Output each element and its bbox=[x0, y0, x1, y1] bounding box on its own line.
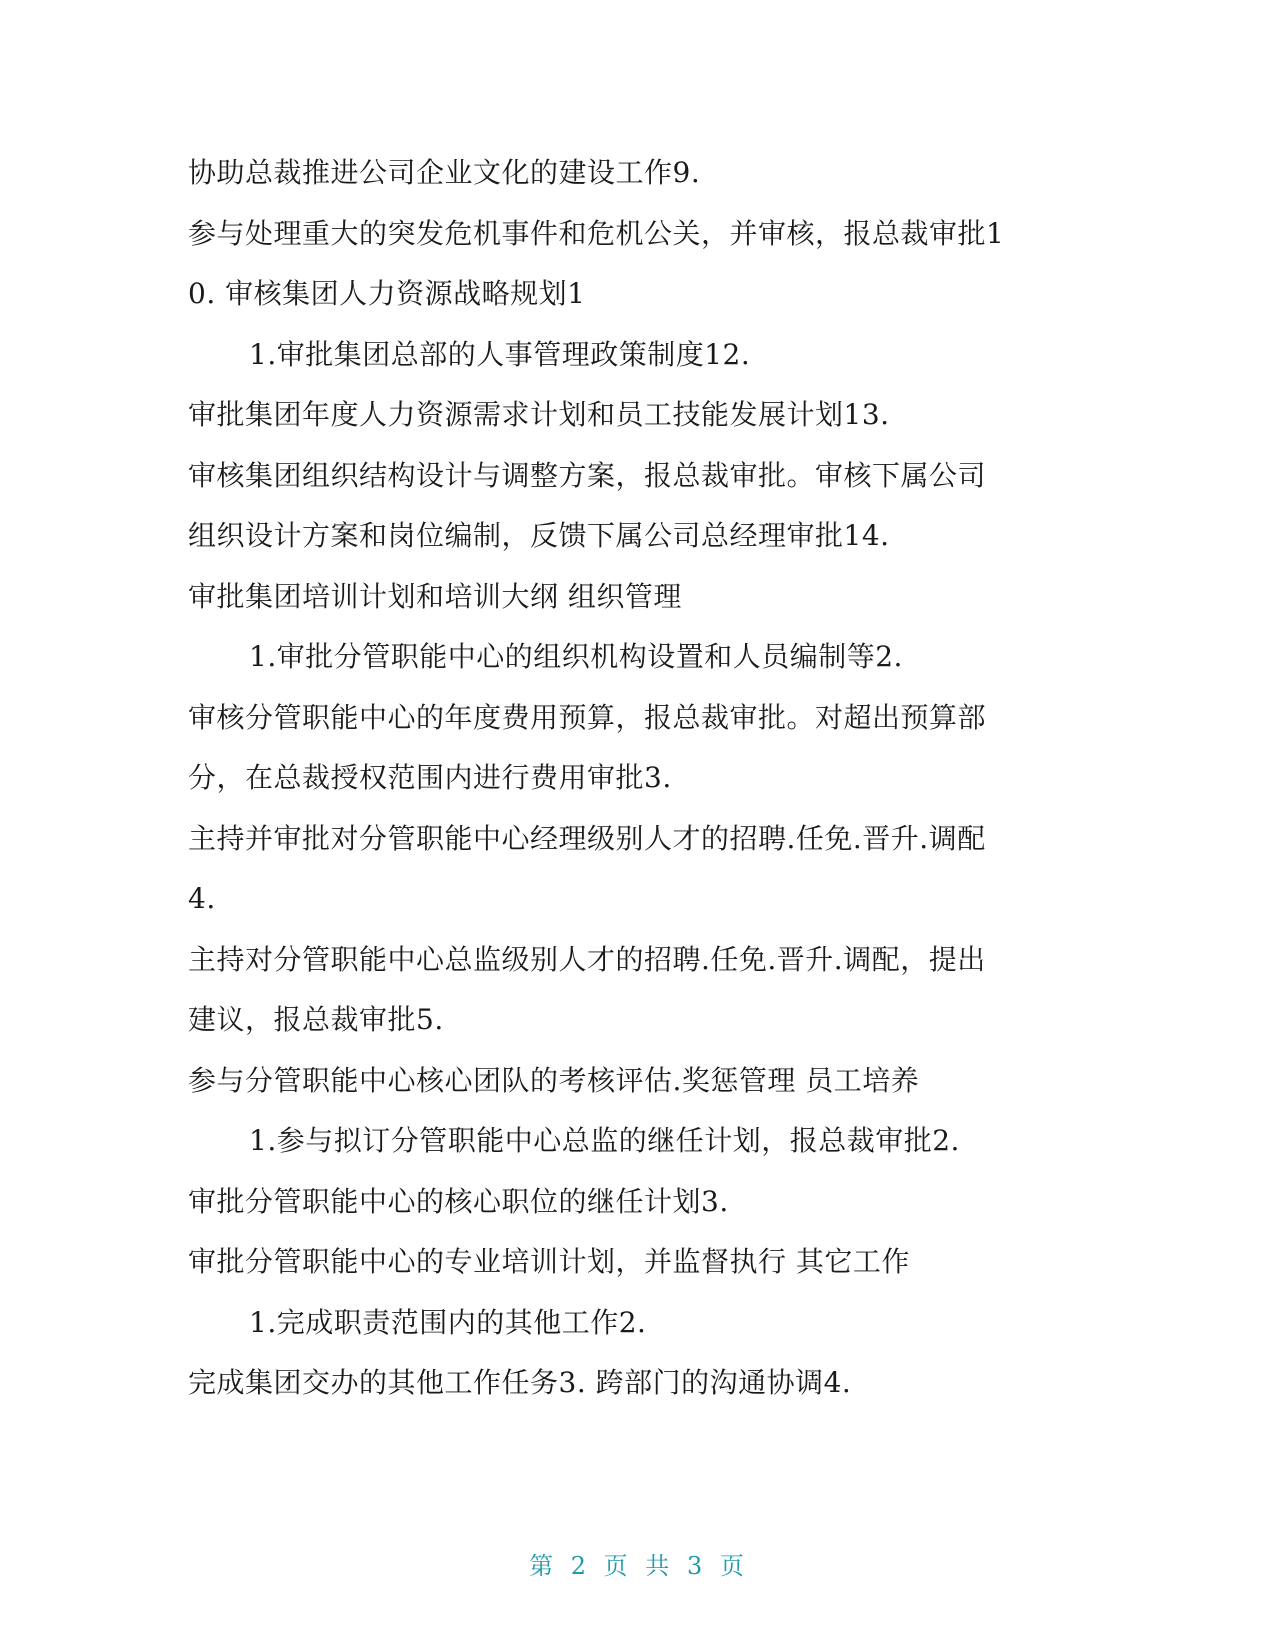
document-line: 4. bbox=[188, 882, 216, 915]
document-line: 建议，报总裁审批5. bbox=[188, 1003, 444, 1036]
document-line: 1.审批集团总部的人事管理政策制度12. bbox=[249, 337, 751, 371]
document-body bbox=[188, 143, 1088, 1414]
document-line: 完成集团交办的其他工作任务3. 跨部门的沟通协调4. bbox=[188, 1366, 852, 1399]
document-line: 参与分管职能中心核心团队的考核评估.奖惩管理 员工培养 bbox=[188, 1063, 920, 1097]
document-line: 审核分管职能中心的年度费用预算，报总裁审批。对超出预算部 bbox=[188, 700, 987, 734]
document-line: 审批分管职能中心的核心职位的继任计划3. bbox=[188, 1184, 729, 1218]
document-line: 审批分管职能中心的专业培训计划，并监督执行 其它工作 bbox=[188, 1245, 910, 1278]
document-line: 1.完成职责范围内的其他工作2. bbox=[249, 1305, 647, 1339]
page-footer: 第 2 页 共 3 页 bbox=[529, 1552, 746, 1580]
document-line: 1.参与拟订分管职能中心总监的继任计划，报总裁审批2. bbox=[249, 1124, 960, 1157]
document-line: 组织设计方案和岗位编制，反馈下属公司总经理审批14. bbox=[188, 519, 890, 552]
document-line: 审批集团年度人力资源需求计划和员工技能发展计划13. bbox=[188, 398, 890, 431]
document-line: 协助总裁推进公司企业文化的建设工作9. bbox=[188, 156, 701, 189]
document-line: 审批集团培训计划和培训大纲 组织管理 bbox=[188, 579, 682, 613]
document-line: 参与处理重大的突发危机事件和危机公关，并审核，报总裁审批1 bbox=[188, 216, 1005, 250]
document-line: 1.审批分管职能中心的组织机构设置和人员编制等2. bbox=[249, 640, 903, 673]
document-line: 主持并审批对分管职能中心经理级别人才的招聘.任免.晋升.调配 bbox=[188, 821, 986, 855]
document-line: 0. 审核集团人力资源战略规划1 bbox=[188, 277, 586, 310]
document-line: 审核集团组织结构设计与调整方案，报总裁审批。审核下属公司 bbox=[188, 458, 987, 492]
document-line: 分，在总裁授权范围内进行费用审批3. bbox=[188, 761, 672, 794]
document-line: 主持对分管职能中心总监级别人才的招聘.任免.晋升.调配，提出 bbox=[188, 942, 986, 976]
